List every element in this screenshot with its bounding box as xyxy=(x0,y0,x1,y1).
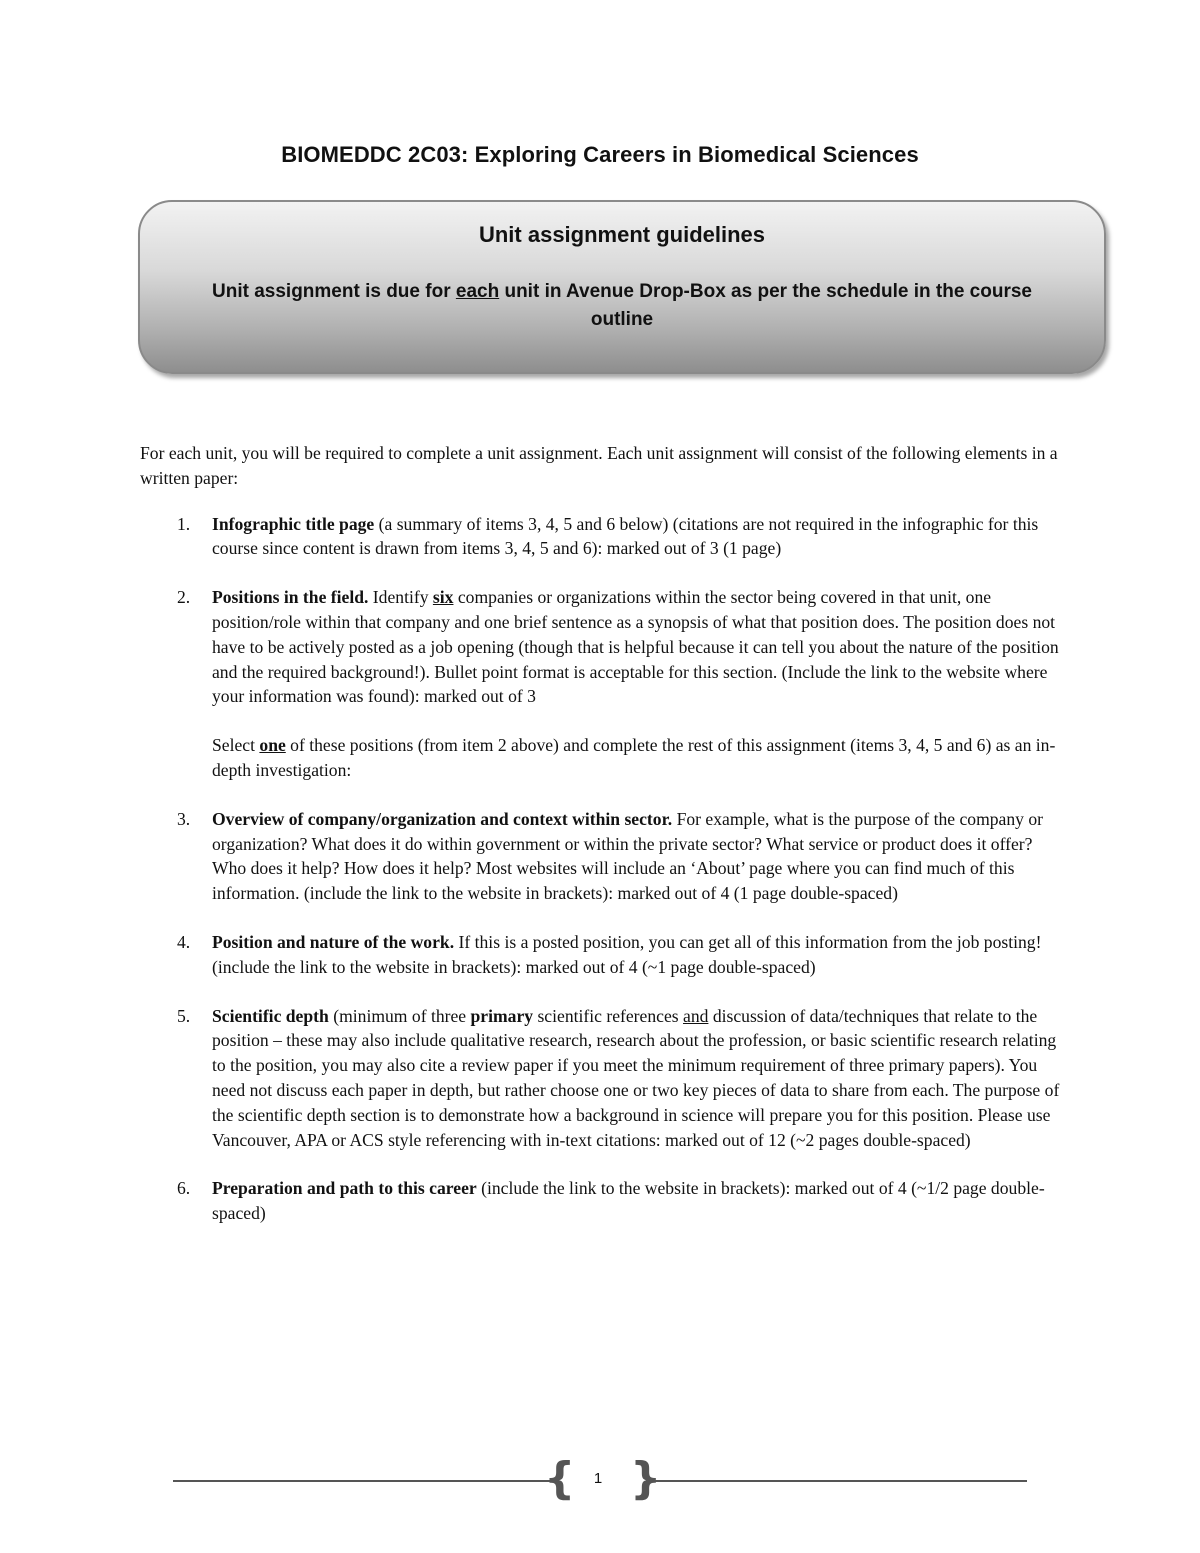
item-lead: Positions in the field. xyxy=(212,587,369,608)
investigation-elements-list xyxy=(140,807,1070,1226)
item-emphasis-bold: primary xyxy=(470,1005,534,1026)
left-brace-icon: { xyxy=(544,1453,576,1504)
item-text-a: Identify xyxy=(368,587,433,608)
list-item-4 xyxy=(140,930,1070,980)
item-text-a: (minimum of three xyxy=(328,1005,471,1026)
list-item-1 xyxy=(140,512,1070,562)
list-item-3 xyxy=(140,807,1070,906)
banner-heading: Unit assignment guidelines xyxy=(478,222,766,247)
select-note-before: Select xyxy=(212,735,260,756)
item-number: 1. xyxy=(177,513,191,534)
list-item-2 xyxy=(140,585,1070,709)
item-text: (include the link to the website in brackets): marked out of 4 (~1/2 page double-spaced) xyxy=(212,1178,1045,1224)
item-text-c: discussion of data/techniques that relate to the position – these may also include qualitative research, research about the profession, or basic scientific research relating to the position, you may also cite a review paper if you meet the minimum requirement of three primary papers). You need not discuss each paper in depth, but rather choose one or two key pieces of data to share from each. The purpose of the scientific depth section is to demonstrate how a background in science will prepare you for this position. Please use Vancouver, APA or ACS style referencing with in-text citations: marked out of 12 (~2 pages double-spaced) xyxy=(212,1005,1060,1150)
page-number: 1 xyxy=(593,1470,603,1487)
guidelines-banner xyxy=(138,200,1106,374)
list-item-5 xyxy=(140,1004,1070,1153)
item-lead: Infographic title page xyxy=(212,513,375,534)
banner-sub-after: unit in Avenue Drop-Box as per the schedule in the course outline xyxy=(499,281,1032,330)
select-note-emphasis: one xyxy=(259,735,286,756)
banner-sub-before: Unit assignment is due for xyxy=(212,281,456,302)
footer-rule-right xyxy=(650,1480,1027,1482)
item-text-b: scientific references xyxy=(533,1005,684,1026)
item-lead: Position and nature of the work. xyxy=(212,931,455,952)
right-brace-icon: } xyxy=(630,1453,662,1504)
item-lead: Preparation and path to this career xyxy=(212,1178,477,1199)
item-lead: Scientific depth xyxy=(212,1005,329,1026)
item-number: 2. xyxy=(177,587,191,608)
assignment-elements-list xyxy=(140,512,1070,710)
list-item-6 xyxy=(140,1176,1070,1226)
item-text: For example, what is the purpose of the company or organization? What does it do within government or within the private sector? What service or product does it offer? Who does it help? How does it help? Most websites will include an ‘About’ page where you can find much of this information. (include the link to the website in brackets): marked out of 4 (1 page double-spaced) xyxy=(212,808,1044,904)
select-note xyxy=(140,733,1070,783)
item-number: 4. xyxy=(177,931,191,952)
intro-paragraph: For each unit, you will be required to complete a unit assignment. Each unit assignment will consist of the following elements in a written paper: xyxy=(140,443,1058,488)
item-lead: Overview of company/organization and context within sector. xyxy=(212,808,673,829)
item-text-b: companies or organizations within the sector being covered in that unit, one position/role within that company and one brief sentence as a synopsis of what that position does. The position does not have to be actively posted as a job opening (though that is helpful because it can tell you about the nature of the position and the required background!). Bullet point format is acceptable for this section. (Include the link to the website where your information was found): marked out of 3 xyxy=(212,587,1059,707)
banner-subtitle xyxy=(180,278,1064,334)
item-emphasis-underline: and xyxy=(683,1005,709,1026)
item-number: 3. xyxy=(177,808,191,829)
item-text: If this is a posted position, you can get all of this information from the job posting! (include the link to the website in brackets): marked out of 4 (~1 page double-spaced) xyxy=(212,931,1042,977)
item-number: 6. xyxy=(177,1178,191,1199)
item-number: 5. xyxy=(177,1005,191,1026)
document-body xyxy=(140,441,1070,1250)
select-note-after: of these positions (from item 2 above) and complete the rest of this assignment (items 3, 4, 5 and 6) as an in-depth investigation: xyxy=(212,735,1056,780)
item-emphasis: six xyxy=(432,587,454,608)
item-text: (a summary of items 3, 4, 5 and 6 below) (citations are not required in the infographic for this course since content is drawn from items 3, 4, 5 and 6): marked out of 3 (1 page) xyxy=(212,513,1039,559)
banner-sub-emphasis: each xyxy=(455,281,500,302)
footer-rule-left xyxy=(173,1480,550,1482)
page-title: BIOMEDDC 2C03: Exploring Careers in Biomedical Sciences xyxy=(281,142,919,167)
